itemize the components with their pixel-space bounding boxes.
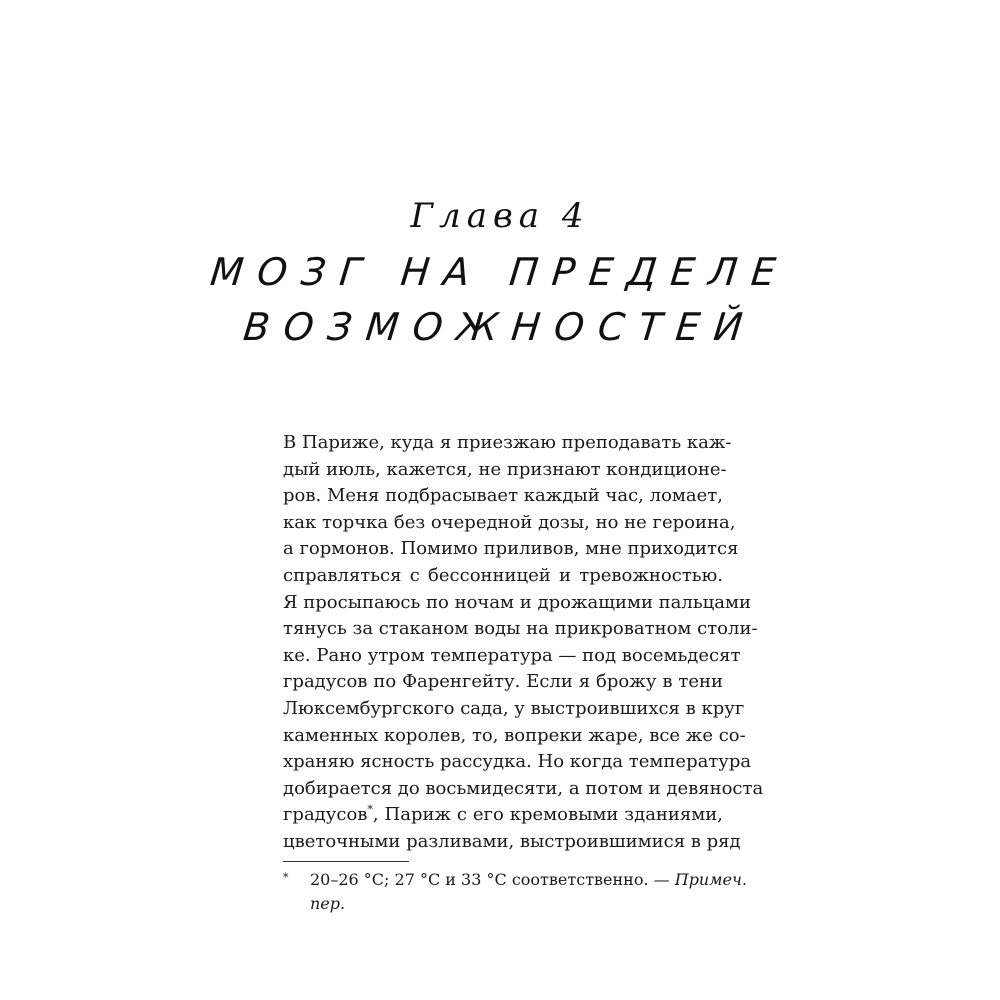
body-line: добирается до восьмидесяти, а потом и девяноста — [283, 777, 764, 799]
footnote-divider — [283, 861, 409, 862]
footnote-note-label: Примеч. — [674, 870, 748, 889]
chapter-title-line-1: МОЗГ НА ПРЕДЕЛЕ — [208, 250, 792, 294]
body-line-part: градусов — [283, 804, 368, 826]
body-line: В Париже, куда я приезжаю преподавать каж- — [283, 432, 732, 453]
footnote-reference[interactable]: * — [367, 803, 373, 817]
chapter-title-line-2: ВОЗМОЖНОСТЕЙ — [241, 305, 759, 349]
body-line: как торчка без очередной дозы, но не героина, — [283, 511, 736, 533]
body-line: цветочными разливами, выстроившимися в ряд — [283, 830, 741, 852]
body-line: каменных королев, то, вопреки жаре, все же со- — [283, 724, 746, 746]
body-line: ров. Меня подбрасывает каждый час, ломает, — [283, 485, 723, 507]
footnote-note-label-cont: пер. — [310, 894, 346, 913]
body-line: тянусь за стаканом воды на прикроватном столи- — [283, 618, 758, 640]
body-line: храняю ясность рассудка. Но когда температура — [283, 751, 752, 773]
footnote-text: 20–26 °C; 27 °C и 33 °C соответственно. — — [310, 870, 675, 889]
chapter-label: Глава 4 — [410, 196, 590, 236]
body-line: градусов по Фаренгейту. Если я брожу в тени — [283, 671, 723, 693]
body-line: Люксембургского сада, у выстроившихся в круг — [283, 697, 745, 719]
body-line: Я просыпаюсь по ночам и дрожащими пальцами — [283, 591, 751, 613]
footnote-text-line-1 — [283, 868, 748, 892]
body-line: дый июль, кажется, не признают кондиционе- — [283, 458, 727, 480]
body-line: справляться с бессонницей и тревожностью. — [283, 564, 723, 586]
body-line: а гормонов. Помимо приливов, мне приходится — [283, 538, 739, 560]
footnote — [283, 868, 748, 916]
body-line-part: , Париж с его кремовыми зданиями, — [372, 804, 723, 826]
footnote-marker: * — [283, 871, 289, 884]
body-line-with-footnote — [283, 802, 723, 829]
body-paragraph — [283, 430, 764, 856]
body-line: ке. Рано утром температура — под восемьдесят — [283, 644, 741, 666]
